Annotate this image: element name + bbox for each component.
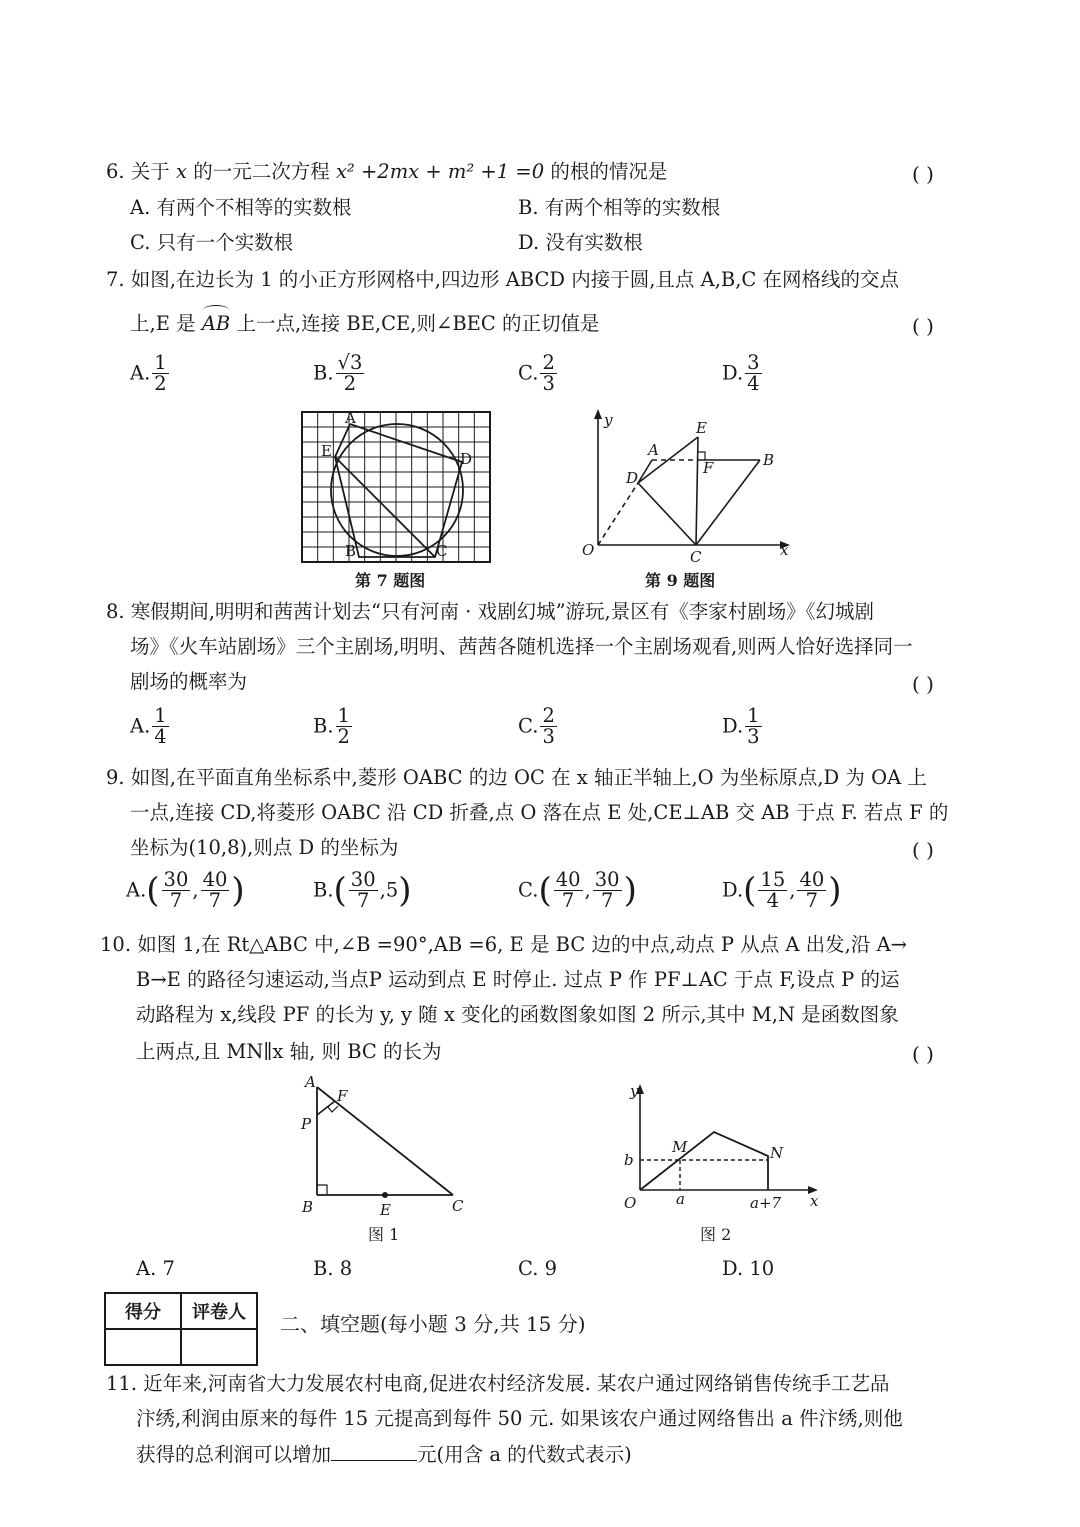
q7-answer-paren: ( )	[912, 314, 934, 338]
q10-fig2-caption: 图 2	[700, 1225, 732, 1244]
label-a-plus-7: a+7	[750, 1194, 782, 1212]
q9-fig-caption: 第 9 题图	[645, 571, 716, 590]
label-a: A	[648, 441, 659, 459]
q6-option-d[interactable]: D. 没有实数根	[518, 231, 643, 254]
q8-option-a[interactable]: A. $\frac{1}{4}$	[130, 704, 167, 749]
q7-stem-line1: 7. 如图,在边长为 1 的小正方形网格中,四边形 ABCD 内接于圆,且点 A,B,C 在网格线的交点	[106, 268, 900, 291]
q6-option-c[interactable]: C. 只有一个实数根	[130, 231, 294, 254]
function-graph	[640, 1132, 768, 1190]
label-f: F	[337, 1087, 348, 1105]
q11-stem-line1: 11. 近年来,河南省大力发展农村电商,促进农村经济发展. 某农户通过网络销售传统手工艺品	[106, 1372, 890, 1395]
grader-cell[interactable]	[181, 1329, 257, 1365]
label-y: y	[604, 411, 613, 429]
label-b: B	[763, 451, 775, 469]
label-a: A	[305, 1073, 316, 1091]
label-b: B	[345, 542, 357, 560]
label-y: y	[630, 1082, 639, 1100]
label-n: N	[770, 1144, 784, 1162]
q10-figure-2	[610, 1080, 830, 1220]
q8-option-b[interactable]: B. $\frac{1}{2}$	[313, 704, 350, 749]
q9-option-a[interactable]: A.( $\frac{30}{7}$ , $\frac{40}{7}$ )	[126, 868, 245, 913]
score-head-score: 得分	[105, 1293, 181, 1329]
q11-answer-blank[interactable]	[331, 1442, 417, 1461]
label-c: C	[436, 542, 448, 560]
q6-answer-paren: ( )	[912, 162, 934, 186]
q8-option-c[interactable]: C. $\frac{2}{3}$	[518, 704, 555, 749]
q10-stem-line4: 上两点,且 MN∥x 轴, 则 BC 的长为	[136, 1040, 442, 1063]
q10-answer-paren: ( )	[912, 1042, 934, 1066]
q9-figure	[570, 405, 800, 570]
q10-option-a[interactable]: A. 7	[136, 1257, 175, 1280]
segment-pf	[317, 1101, 335, 1115]
q6-option-a[interactable]: A. 有两个不相等的实数根	[130, 196, 352, 219]
segment-od	[598, 483, 638, 545]
q10-figure-1	[295, 1075, 475, 1220]
score-table	[104, 1292, 258, 1366]
q10-fig1-caption: 图 1	[368, 1225, 400, 1244]
q9-option-b[interactable]: B.( $\frac{30}{7}$ ,5)	[313, 868, 412, 913]
y-axis-arrow-icon	[594, 409, 602, 419]
q7-stem-line2: 上,E 是 AB 上一点,连接 BE,CE,则∠BEC 的正切值是	[130, 312, 600, 335]
label-e: E	[380, 1201, 391, 1219]
q9-answer-paren: ( )	[912, 838, 934, 862]
label-e: E	[321, 442, 332, 460]
point-e	[382, 1192, 388, 1198]
section-title: 二、填空题(每小题 3 分,共 15 分)	[280, 1312, 586, 1336]
q8-answer-paren: ( )	[912, 672, 934, 696]
q6-option-b[interactable]: B. 有两个相等的实数根	[518, 196, 721, 219]
q7-figure	[302, 409, 490, 562]
q10-option-d[interactable]: D. 10	[722, 1257, 775, 1280]
segment-ec	[696, 437, 698, 545]
q6-stem: 6. 关于 x 的一元二次方程 x² +2mx + m² +1 =0 的根的情况是	[106, 160, 668, 183]
q10-option-b[interactable]: B. 8	[313, 1257, 353, 1280]
q7-option-b[interactable]: B. $\frac{√3}{2}$	[313, 351, 363, 396]
label-b: b	[624, 1151, 634, 1169]
label-m: M	[672, 1138, 688, 1156]
label-e: E	[696, 419, 707, 437]
label-a: A	[345, 409, 356, 427]
q11-stem-line2: 汴绣,利润由原来的每件 15 元提高到每件 50 元. 如果该农户通过网络售出 a 件汴绣,则他	[136, 1407, 903, 1430]
label-c: C	[690, 548, 702, 566]
label-a: a	[676, 1190, 685, 1208]
segment-dc	[638, 483, 696, 545]
q9-option-d[interactable]: D.( $\frac{15}{4}$ , $\frac{40}{7}$ )	[722, 868, 842, 913]
q9-stem-line3: 坐标为(10,8),则点 D 的坐标为	[130, 836, 399, 859]
label-c: C	[452, 1197, 464, 1215]
q10-option-c[interactable]: C. 9	[518, 1257, 558, 1280]
label-d: D	[460, 450, 473, 468]
right-angle-b	[317, 1185, 327, 1195]
label-p: P	[301, 1115, 312, 1133]
q7-option-d[interactable]: D. $\frac{3}{4}$	[722, 351, 760, 396]
q10-stem-line2: B→E 的路径匀速运动,当点P 运动到点 E 时停止. 过点 P 作 PF⊥AC 于点 F,设点 P 的运	[136, 968, 900, 991]
q10-stem-line3: 动路程为 x,线段 PF 的长为 y, y 随 x 变化的函数图象如图 2 所示,其中 M,N 是函数图象	[136, 1003, 899, 1026]
q8-stem-line3: 剧场的概率为	[130, 670, 248, 693]
arc-ab: AB	[201, 312, 231, 335]
q11-stem-line3: 获得的总利润可以增加 元(用含 a 的代数式表示)	[136, 1443, 632, 1466]
label-x: x	[780, 541, 789, 559]
label-d: D	[626, 469, 639, 487]
q9-stem-line2: 一点,连接 CD,将菱形 OABC 沿 CD 折叠,点 O 落在点 E 处,CE⊥AB 交 AB 于点 F. 若点 F 的	[130, 801, 949, 824]
q8-stem-line2: 场》《火车站剧场》三个主剧场,明明、茜茜各随机选择一个主剧场观看,则两人恰好选择同一	[130, 635, 913, 658]
q10-stem-line1: 10. 如图 1,在 Rt△ABC 中,∠B =90°,AB =6, E 是 BC 边的中点,动点 P 从点 A 出发,沿 A→	[100, 933, 907, 956]
label-f: F	[703, 459, 714, 477]
label-x: x	[810, 1192, 819, 1210]
score-head-grader: 评卷人	[181, 1293, 257, 1329]
q6-equation: x² +2mx + m² +1 =0	[335, 160, 545, 183]
q7-fig-caption: 第 7 题图	[355, 571, 426, 590]
q8-option-d[interactable]: D. $\frac{1}{3}$	[722, 704, 760, 749]
score-cell[interactable]	[105, 1329, 181, 1365]
q8-stem-line1: 8. 寒假期间,明明和茜茜计划去“只有河南 · 戏剧幻城”游玩,景区有《李家村剧场》《幻城剧	[106, 600, 874, 623]
label-b: B	[302, 1198, 314, 1216]
segment-da	[638, 460, 652, 483]
q7-option-a[interactable]: A. $\frac{1}{2}$	[130, 351, 167, 396]
q9-option-c[interactable]: C.( $\frac{40}{7}$ , $\frac{30}{7}$ )	[518, 868, 637, 913]
right-angle-f	[328, 1106, 338, 1112]
q7-option-c[interactable]: C. $\frac{2}{3}$	[518, 351, 555, 396]
q9-stem-line1: 9. 如图,在平面直角坐标系中,菱形 OABC 的边 OC 在 x 轴正半轴上,O 为坐标原点,D 为 OA 上	[106, 766, 927, 789]
label-o: O	[582, 541, 595, 559]
label-o: O	[624, 1194, 637, 1212]
